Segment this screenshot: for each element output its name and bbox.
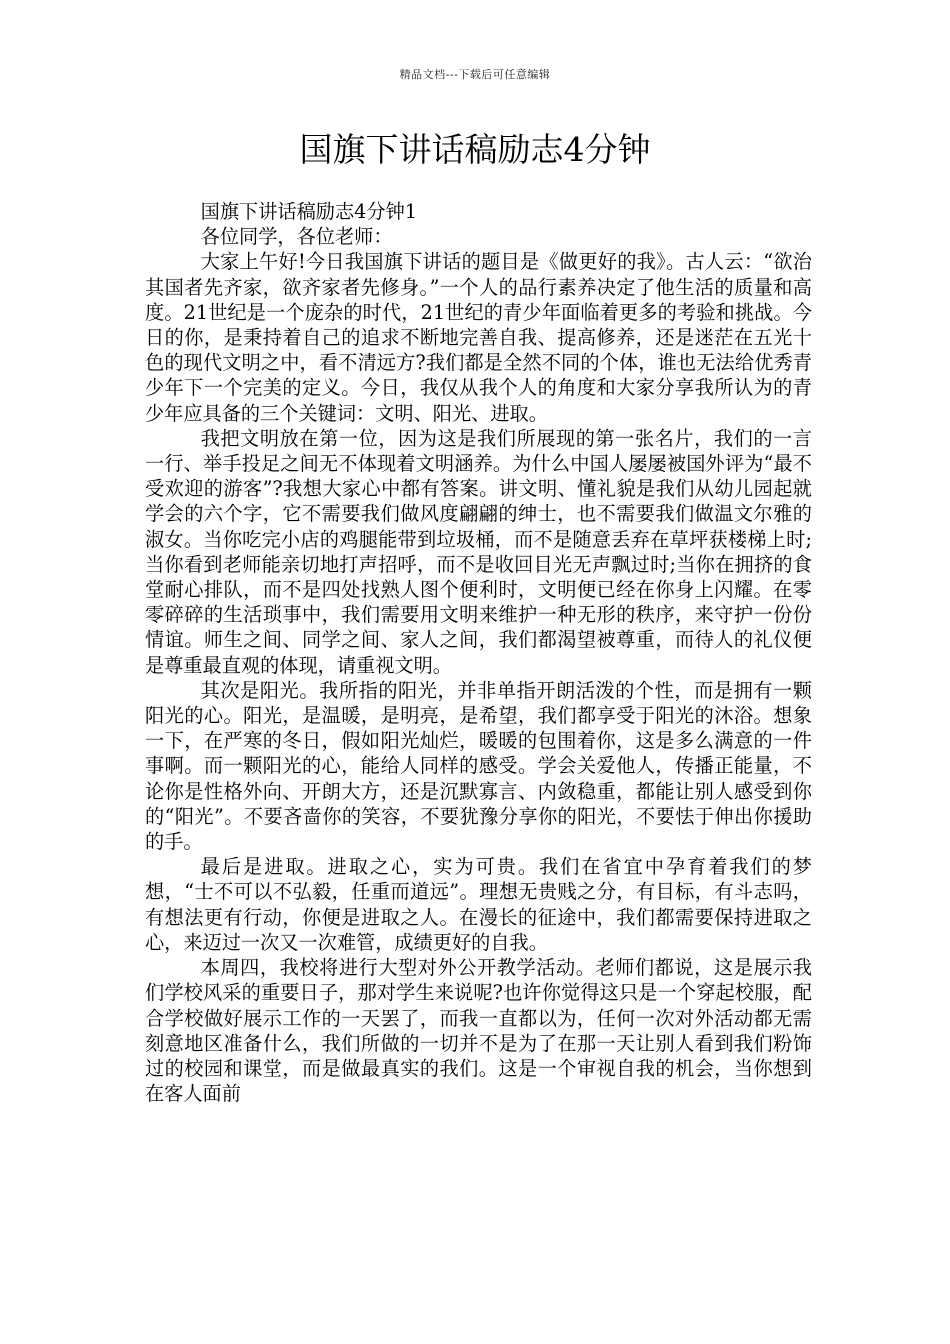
speech-subtitle: 国旗下讲话稿励志4分钟1 [200,200,417,223]
document-body [145,199,812,1106]
paragraph-progress: 最后是进取。进取之心，实为可贵。我们在省宜中孕育着我们的梦想，“士不可以不弘毅，任重而道远”。理想无贵贱之分，有目标，有斗志吗，有想法更有行动，你便是进取之人。在漫长的征途中，我们都需要保持进取之心，来迈过一次又一次难管，成绩更好的自我。 [145,855,812,954]
paragraph-open-class: 本周四，我校将进行大型对外公开教学活动。老师们都说，这是展示我们学校风采的重要日子，那对学生来说呢?也许你觉得这只是一个穿起校服，配合学校做好展示工作的一天罢了，而我一直都以为，任何一次对外活动都无需刻意地区准备什么，我们所做的一切并不是为了在那一天让别人看到我们粉饰过的校园和课堂，而是做最真实的我们。这是一个审视自我的机会，当你想到在客人面前 [145,956,812,1106]
document-title: 国旗下讲话稿励志4分钟 [299,130,651,169]
paragraph-intro: 大家上午好!今日我国旗下讲话的题目是《做更好的我》。古人云：“欲治其国者先齐家，欲齐家者先修身。”一个人的品行素养决定了他生活的质量和高度。21世纪是一个庞杂的时代，21世纪的青少年面临着更多的考验和挑战。今日的你，是秉持着自己的追求不断地完善自我、提高修养，还是迷茫在五光十色的现代文明之中，看不清远方?我们都是全然不同的个体，谁也无法给优秀青少年下一个完美的定义。今日，我仅从我个人的角度和大家分享我所认为的青少年应具备的三个关键词：文明、阳光、进取。 [145,250,812,425]
paragraph-sunshine: 其次是阳光。我所指的阳光，并非单指开朗活泼的个性，而是拥有一颗阳光的心。阳光，是温暖，是明亮，是希望，我们都享受于阳光的沐浴。想象一下，在严寒的冬日，假如阳光灿烂，暖暖的包围着你，这是多么满意的一件事啊。而一颗阳光的心，能给人同样的感受。学会关爱他人，传播正能量，不论你是性格外向、开朗大方，还是沉默寡言、内敛稳重，都能让别人感受到你的“阳光”。不要吝啬你的笑容，不要犹豫分享你的阳光，不要怯于伸出你援助的手。 [145,678,812,854]
paragraph-civility: 我把文明放在第一位，因为这是我们所展现的第一张名片，我们的一言一行、举手投足之间无不体现着文明涵养。为什么中国人屡屡被国外评为“最不受欢迎的游客”?我想大家心中都有答案。讲文明、懂礼貌是我们从幼儿园起就学会的六个字，它不需要我们做风度翩翩的绅士，也不需要我们做温文尔雅的淑女。当你吃完小店的鸡腿能带到垃圾桶，而不是随意丢弃在草坪获楼梯上时;当你看到老师能亲切地打声招呼，而不是收回目光无声飘过时;当你在拥挤的食堂耐心排队，而不是四处找熟人图个便利时，文明便已经在你身上闪耀。在零零碎碎的生活琐事中，我们需要用文明来维护一种无形的秩序，来守护一份份情谊。师生之间、同学之间、家人之间，我们都渴望被尊重，而待人的礼仪便是尊重最直观的体现，请重视文明。 [145,426,812,677]
salutation: 各位同学，各位老师： [200,225,393,249]
header-note: 精品文档---下载后可任意编辑 [399,68,551,81]
